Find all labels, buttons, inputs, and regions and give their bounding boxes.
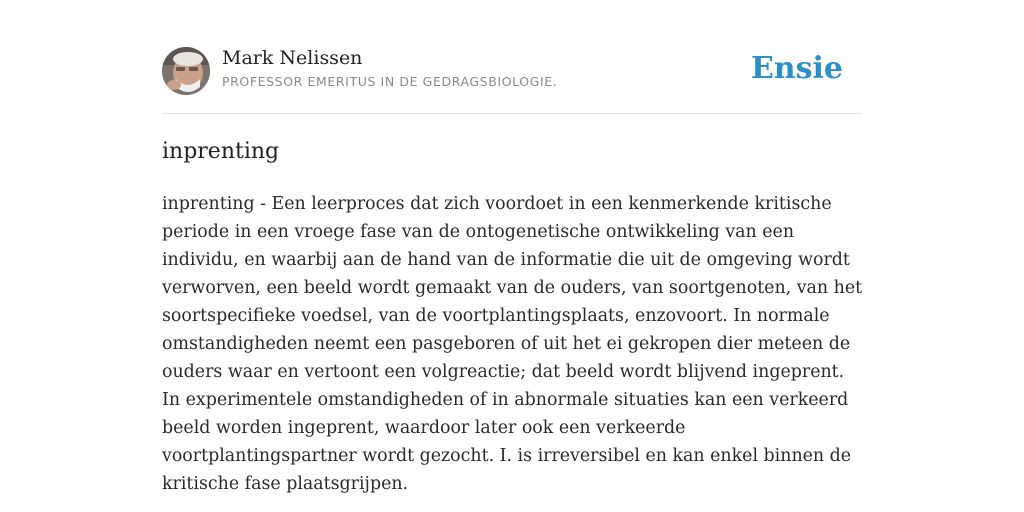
- ensie-logo[interactable]: Ensie: [750, 51, 843, 86]
- entry-definition: inprenting - Een leerproces dat zich voordoet in een kenmerkende kritische periode in een vroege fase van de ontogenetische ontwikkeling van een individu, en waarbij aan de hand van de informatie die uit de omgeving wordt verworven, een beeld wordt gemaakt van de ouders, van soortgenoten, van het soortspecifieke voedsel, van de voortplantingsplaats, enzovoort. In normale omstandigheden neemt een pasgeboren of uit het ei gekropen dier meteen de ouders waar en vertoont een volgreactie; dat beeld wordt blijvend ingeprent. In experimentele omstandigheden of in abnormale situaties kan een verkeerd beeld worden ingeprent, waardoor later ook een verkeerde voortplantingspartner wordt gezocht. I. is irreversibel en kan enkel binnen de kritische fase plaatsgrijpen.: [162, 194, 863, 494]
- author-header: [162, 46, 862, 96]
- entry-card: [162, 0, 862, 512]
- author-avatar[interactable]: [162, 47, 210, 95]
- entry-term: inprenting: [162, 139, 280, 164]
- author-role: PROFESSOR EMERITUS IN DE GEDRAGSBIOLOGIE.: [222, 74, 558, 89]
- header-divider: [162, 113, 862, 114]
- author-name[interactable]: Mark Nelissen: [222, 47, 363, 69]
- portrait-photo-icon: [162, 47, 210, 95]
